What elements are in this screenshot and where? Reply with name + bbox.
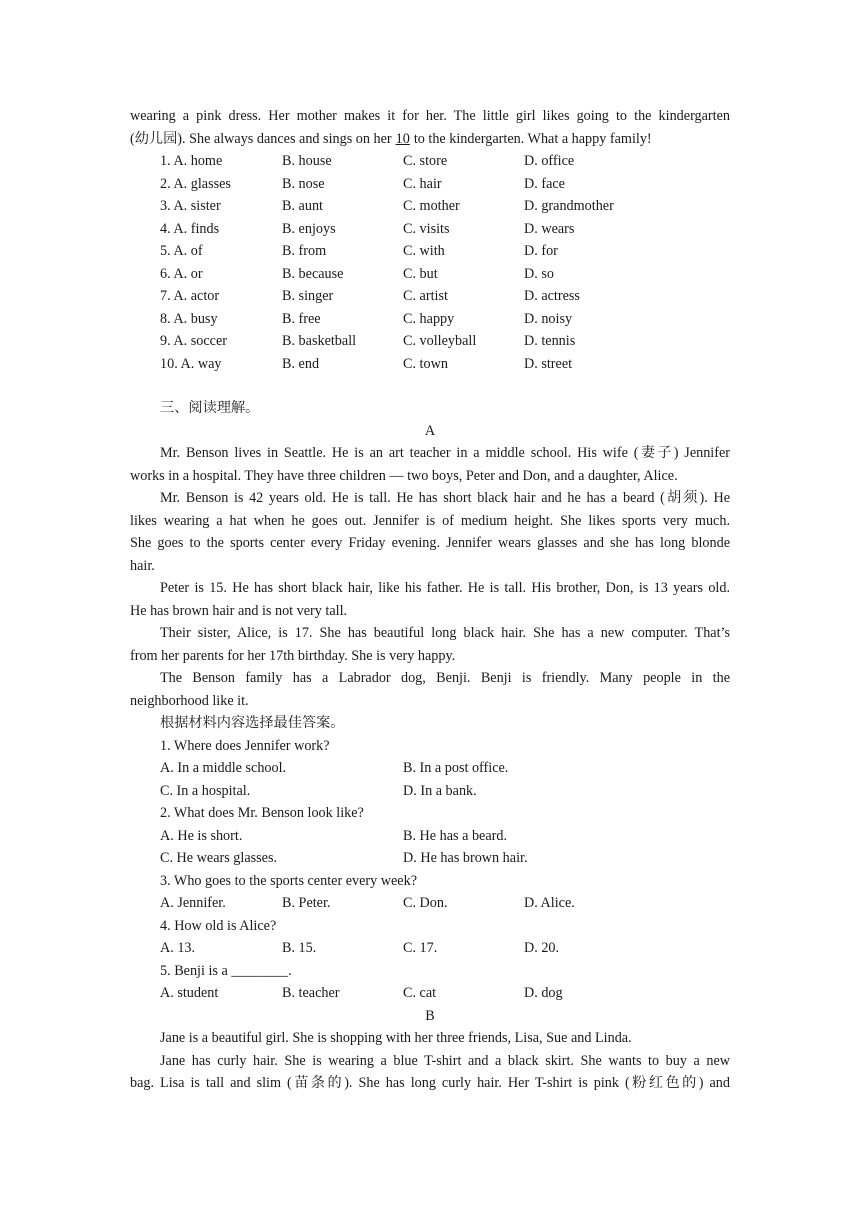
option-c: C. volleyball (403, 333, 477, 349)
question-1: 1. Where does Jennifer work? (160, 737, 330, 754)
option-row (130, 780, 730, 803)
option-b: B. basketball (282, 333, 357, 349)
option-row (130, 173, 730, 196)
option-row (130, 892, 730, 915)
option-d: D. grandmother (524, 198, 614, 214)
option-b: B. house (282, 153, 332, 169)
option-b: B. aunt (282, 198, 323, 214)
option-b: B. Peter. (282, 895, 331, 911)
option-a: 10. A. way (160, 355, 222, 372)
document-page (130, 105, 730, 1095)
option-d: D. In a bank. (403, 782, 477, 799)
section-heading: 三、阅读理解。 (160, 400, 260, 416)
passage-line: bag. Lisa is tall and slim (苗条的). She has long curly hair. Her T-shirt is pink (粉红色的) and (130, 1075, 730, 1091)
option-d: D. face (524, 175, 565, 192)
passage-line: works in a hospital. They have three children — two boys, Peter and Don, and a daughter, Alice. (130, 467, 678, 484)
option-d: D. street (524, 355, 573, 372)
option-b: B. free (282, 310, 321, 327)
option-b: B. 15. (282, 940, 317, 956)
option-d: D. He has brown hair. (403, 850, 528, 866)
option-d: D. 20. (524, 940, 560, 956)
question-2: 2. What does Mr. Benson look like? (160, 805, 364, 821)
option-row (130, 982, 730, 1005)
option-row (130, 240, 730, 263)
passage-line: hair. (130, 557, 155, 574)
question-5: 5. Benji is a ________. (160, 962, 292, 979)
option-b: B. nose (282, 175, 325, 192)
option-a: 4. A. finds (160, 220, 220, 237)
option-b: B. because (282, 265, 344, 282)
option-row (130, 847, 730, 870)
option-d: D. noisy (524, 310, 573, 327)
passage-line: likes wearing a hat when he goes out. Jennifer is of medium height. She likes sports very much. (130, 512, 730, 529)
option-b: B. He has a beard. (403, 827, 508, 844)
passage-line: He has brown hair and is not very tall. (130, 602, 348, 619)
passage-line: Jane is a beautiful girl. She is shopping with her three friends, Lisa, Sue and Linda. (160, 1030, 632, 1046)
option-a: 6. A. or (160, 265, 203, 282)
option-row (130, 150, 730, 173)
option-b: B. singer (282, 288, 334, 304)
option-c: C. artist (403, 288, 448, 304)
passage-line (130, 128, 730, 151)
option-d: D. wears (524, 220, 575, 237)
option-c: C. visits (403, 220, 450, 237)
option-c: C. but (403, 265, 438, 282)
option-a: 2. A. glasses (160, 175, 231, 192)
option-d: D. tennis (524, 333, 576, 349)
passage-line: Mr. Benson lives in Seattle. He is an art teacher in a middle school. His wife (妻子) Jennifer (160, 445, 730, 461)
part-a-label: A (424, 422, 436, 439)
option-c: C. happy (403, 310, 455, 327)
option-b: B. In a post office. (403, 760, 509, 776)
option-c: C. store (403, 153, 448, 169)
option-a: 1. A. home (160, 153, 223, 169)
option-b: B. end (282, 355, 320, 372)
passage-line: The Benson family has a Labrador dog, Benji. Benji is friendly. Many people in the (160, 670, 730, 686)
option-c: C. mother (403, 198, 460, 214)
cloze-options (130, 150, 730, 375)
part-b-label: B (425, 1007, 435, 1024)
passage-line: Mr. Benson is 42 years old. He is tall. He has short black hair and he has a beard (胡须). He (160, 490, 730, 506)
option-a: A. Jennifer. (160, 895, 226, 911)
passage-line: Their sister, Alice, is 17. She has beautiful long black hair. She has a new computer. That’s (160, 625, 730, 641)
option-b: B. teacher (282, 985, 340, 1001)
option-d: D. so (524, 265, 554, 282)
option-b: B. from (282, 243, 327, 259)
passage-line: from her parents for her 17th birthday. She is very happy. (130, 647, 456, 664)
option-c: C. cat (403, 985, 437, 1001)
passage-line: wearing a pink dress. Her mother makes it for her. The little girl likes going to the kindergarten (130, 108, 730, 124)
option-d: D. office (524, 153, 575, 169)
option-c: C. Don. (403, 895, 448, 911)
option-d: D. for (524, 243, 558, 259)
option-a: A. In a middle school. (160, 760, 287, 776)
option-row (130, 937, 730, 960)
option-row (130, 308, 730, 331)
passage-line: neighborhood like it. (130, 692, 249, 709)
option-a: 5. A. of (160, 243, 203, 259)
passage-line: Jane has curly hair. She is wearing a blue T-shirt and a black skirt. She wants to buy a new (160, 1052, 730, 1069)
instruction: 根据材料内容选择最佳答案。 (160, 715, 345, 731)
option-a: 9. A. soccer (160, 333, 227, 349)
option-row (130, 825, 730, 848)
blank-10: 10 (395, 130, 410, 147)
question-4: 4. How old is Alice? (160, 917, 277, 934)
option-a: 8. A. busy (160, 310, 218, 327)
option-a: A. He is short. (160, 827, 243, 844)
spacer (130, 375, 730, 397)
option-d: D. Alice. (524, 895, 575, 911)
option-row (130, 218, 730, 241)
passage-line: Peter is 15. He has short black hair, like his father. He is tall. His brother, Don, is 13 years old. (160, 580, 730, 596)
option-row (130, 330, 730, 353)
option-row (130, 353, 730, 376)
option-a: A. 13. (160, 940, 196, 956)
option-b: B. enjoys (282, 220, 336, 237)
option-row (130, 195, 730, 218)
option-c: C. hair (403, 175, 442, 192)
option-row (130, 757, 730, 780)
passage-text: to the kindergarten. What a happy family! (413, 130, 652, 147)
passage-line: She goes to the sports center every Friday evening. Jennifer wears glasses and she has long blonde (130, 535, 730, 551)
option-row (130, 285, 730, 308)
option-d: D. dog (524, 985, 563, 1001)
option-a: A. student (160, 985, 219, 1001)
option-c: C. town (403, 355, 448, 372)
option-c: C. 17. (403, 940, 438, 956)
passage-text: (幼儿园). She always dances and sings on her (130, 130, 392, 147)
option-a: 3. A. sister (160, 198, 221, 214)
question-3: 3. Who goes to the sports center every week? (160, 872, 417, 889)
option-d: D. actress (524, 288, 580, 304)
option-row (130, 263, 730, 286)
option-c: C. In a hospital. (160, 782, 251, 799)
option-a: 7. A. actor (160, 288, 220, 304)
option-c: C. with (403, 243, 445, 259)
option-c: C. He wears glasses. (160, 850, 278, 866)
